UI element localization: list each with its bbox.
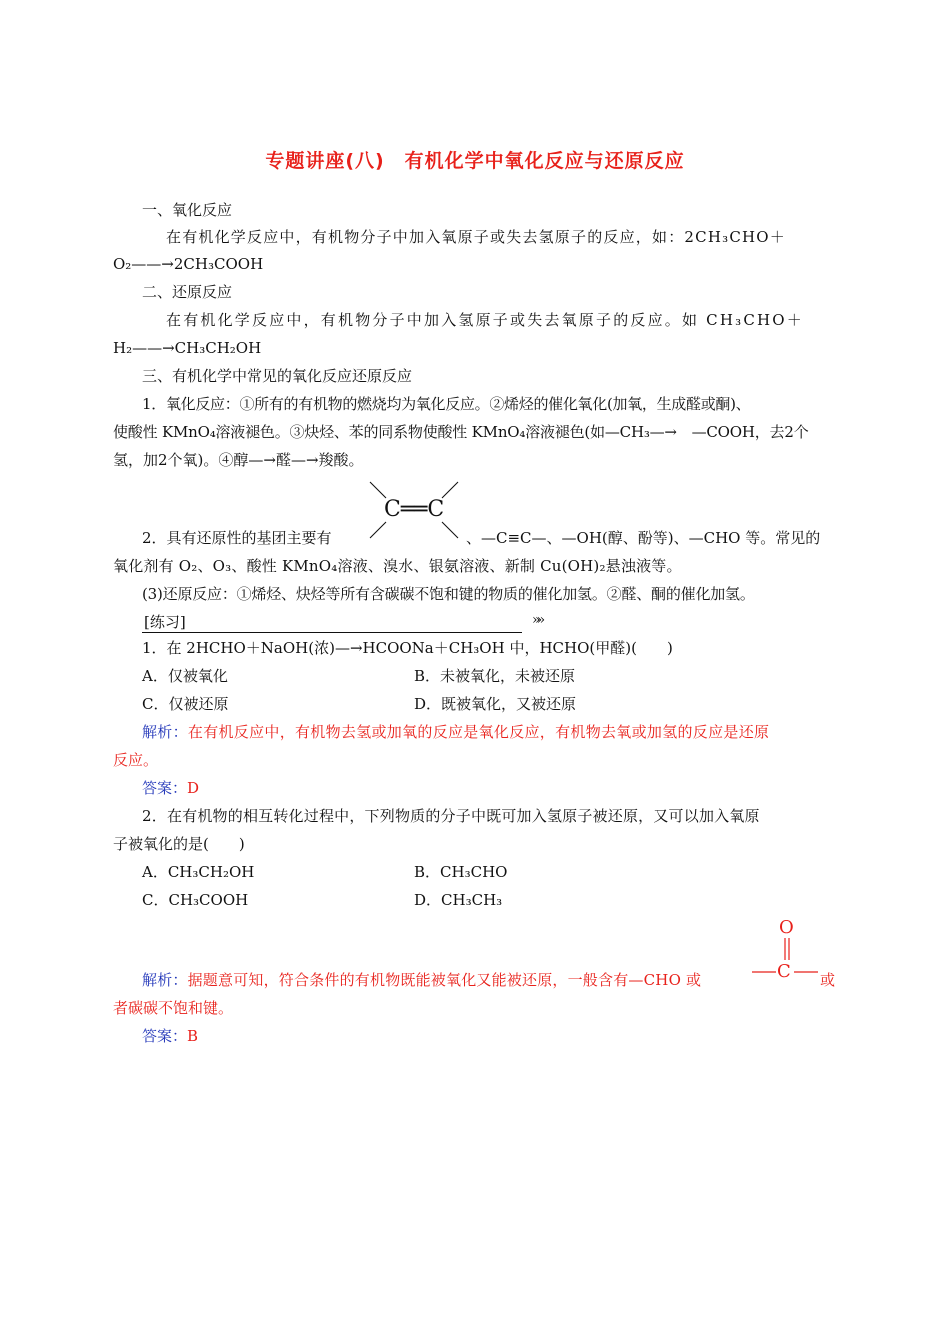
question-1-option-d: D．既被氧化，又被还原 xyxy=(414,695,577,713)
answer-label: 答案： xyxy=(142,1027,188,1045)
section-1-text-line-1: 在有机化学反应中，有机物分子中加入氧原子或失去氢原子的反应，如：2CH₃CHO＋ xyxy=(166,228,786,246)
explanation-label: 解析： xyxy=(142,723,188,741)
question-2-stem-line-1: 2．在有机物的相互转化过程中，下列物质的分子中既可加入氢原子被还原，又可以加入氧原 xyxy=(142,807,760,825)
carbonyl-double-bond xyxy=(782,938,792,962)
question-2-explanation-or: 或 xyxy=(820,971,836,989)
question-1-option-a: A．仅被氧化 xyxy=(142,667,228,685)
question-1-stem: 1．在 2HCHO＋NaOH(浓)—→HCOONa＋CH₃OH 中，HCHO(甲醛)( ) xyxy=(142,639,673,657)
question-1-explanation-line-1 xyxy=(142,722,769,742)
section-1-text-line-2: O₂——→2CH₃COOH xyxy=(113,255,264,273)
carbonyl-carbon: C xyxy=(777,961,791,982)
answer-label: 答案： xyxy=(142,779,188,797)
section-2-text-line-1: 在有机化学反应中，有机物分子中加入氢原子或失去氧原子的反应。如 CH₃CHO＋ xyxy=(166,311,804,329)
question-1-option-b: B．未被氧化，未被还原 xyxy=(414,667,576,685)
section-2-heading: 二、还原反应 xyxy=(142,283,233,301)
section-3-heading: 三、有机化学中常见的氧化反应还原反应 xyxy=(142,367,413,385)
section-1-heading: 一、氧化反应 xyxy=(142,201,233,219)
question-2-option-d: D．CH₃CH₃ xyxy=(414,891,503,909)
question-2-stem-line-2: 子被氧化的是( ) xyxy=(113,835,245,853)
question-1-answer xyxy=(142,778,199,798)
explanation-text: 在有机反应中，有机物去氢或加氧的反应是氧化反应，有机物去氧或加氢的反应是还原 xyxy=(187,723,770,741)
reduction-line: (3)还原反应：①烯烃、炔烃等所有含碳碳不饱和键的物质的催化加氢。②醛、酮的催化加氢。 xyxy=(142,585,755,603)
question-1-option-c: C．仅被还原 xyxy=(142,695,229,713)
question-2-explanation-line-1 xyxy=(142,970,701,990)
explanation-label: 解析： xyxy=(142,971,188,989)
question-2-explanation-line-2: 者碳碳不饱和键。 xyxy=(113,999,234,1017)
carbonyl-oxygen: O xyxy=(779,917,794,938)
reducing-groups-line-prefix: 2．具有还原性的基团主要有 xyxy=(142,529,332,547)
exercise-header xyxy=(142,612,552,632)
oxidants-line: 氧化剂有 O₂、O₃、酸性 KMnO₄溶液、溴水、银氨溶液、新制 Cu(OH)₂悬浊液等。 xyxy=(113,557,682,575)
answer-value: D xyxy=(187,779,200,797)
exercise-label: [练习] xyxy=(144,613,186,631)
oxidation-line-2: 使酸性 KMnO₄溶液褪色。③炔烃、苯的同系物使酸性 KMnO₄溶液褪色(如—CH₃—→ —COOH，去2个 xyxy=(113,423,809,441)
page-title: 专题讲座(八) 有机化学中氧化反应与还原反应 xyxy=(265,150,685,172)
question-2-option-a: A．CH₃CH₂OH xyxy=(142,863,255,881)
section-2-text-line-2: H₂——→CH₃CH₂OH xyxy=(113,339,262,357)
question-1-explanation-line-2: 反应。 xyxy=(113,751,159,769)
reducing-groups-line-suffix: 、—C≡C—、—OH(醇、酚等)、—CHO 等。常见的 xyxy=(466,529,821,547)
oxidation-line-3: 氢，加2个氧)。④醇—→醛—→羧酸。 xyxy=(113,451,364,469)
oxidation-line-1: 1．氧化反应：①所有的有机物的燃烧均为氧化反应。②烯烃的催化氧化(加氧，生成醛或酮)、 xyxy=(142,395,751,413)
answer-value: B xyxy=(187,1027,199,1045)
question-2-option-c: C．CH₃COOH xyxy=(142,891,249,909)
question-2-answer xyxy=(142,1026,198,1046)
alkene-double-bond-text: C══C xyxy=(384,497,445,522)
question-2-option-b: B．CH₃CHO xyxy=(414,863,508,881)
exercise-underline xyxy=(142,632,522,633)
explanation-text: 据题意可知，符合条件的有机物既能被氧化又能被还原，一般含有—CHO 或 xyxy=(187,971,702,989)
chevron-right-icon: »» xyxy=(532,612,542,628)
